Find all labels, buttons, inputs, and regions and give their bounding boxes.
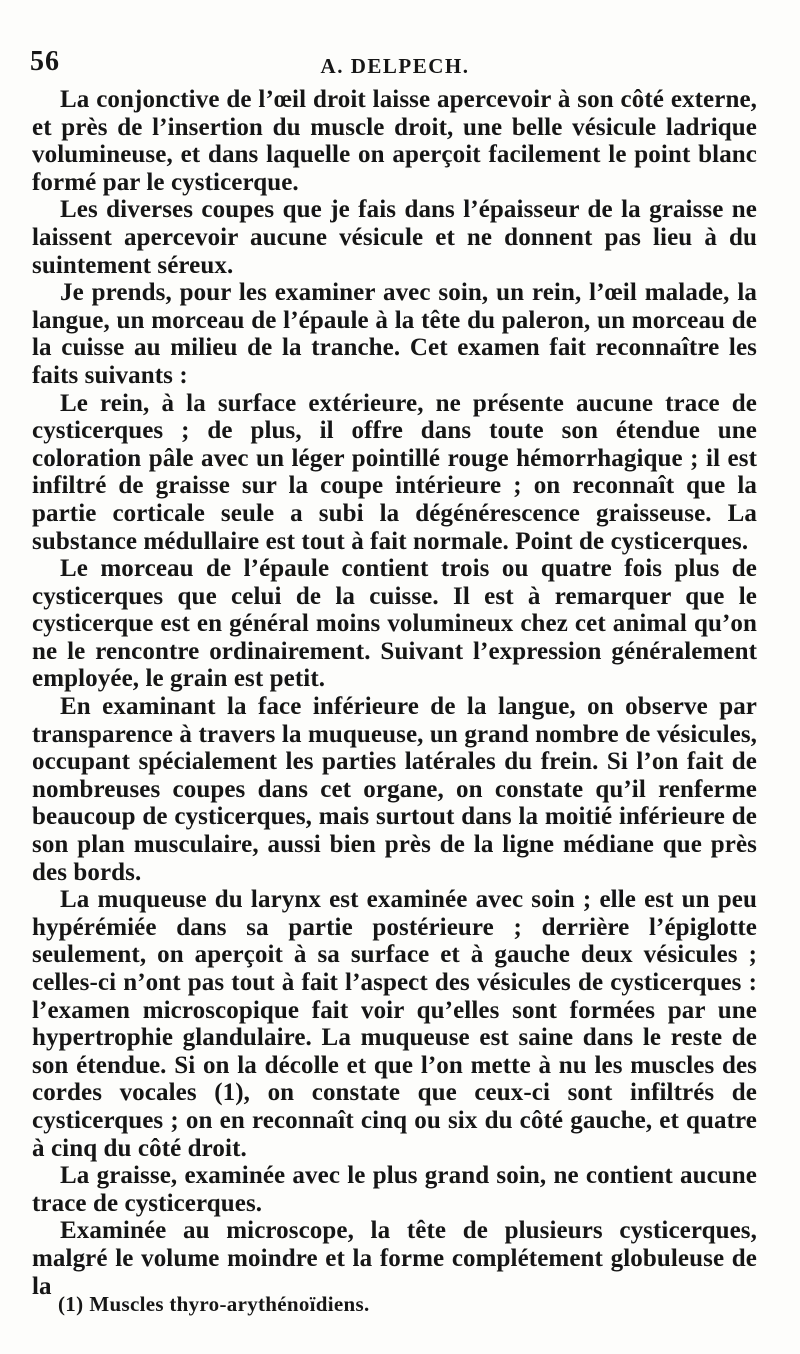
paragraph-conjonctive: La conjonctive de l’œil droit laisse apercevoir à son côté externe, et près de l’insertion du muscle droit, une belle vésicule ladrique volumineuse, et dans laquelle on aperçoit facilement le point blanc formé par le cysticerque. <box>32 86 757 196</box>
paragraph-epaule: Le morceau de l’épaule contient trois ou quatre fois plus de cysticerques que celui de la cuisse. Il est à remarquer que le cysticerque est en général moins volumineux chez cet animal qu’on ne le rencontre ordinairement. Suivant l’expression généralement employée, le grain est petit. <box>32 555 757 693</box>
footnote-text: Muscles thyro-arythénoïdiens. <box>89 1292 370 1316</box>
footnote-mark: (1) <box>58 1292 84 1316</box>
paragraph-rein: Le rein, à la surface extérieure, ne présente aucune trace de cysticerques ; de plus, il offre dans toute son étendue une coloration pâle avec un léger pointillé rouge hémorrhagique ; il est infiltré de graisse sur la coupe intérieure ; on reconnaît que la partie corticale seule a subi la dégénérescence graisseuse. La substance médullaire est tout à fait normale. Point de cysticerques. <box>32 389 757 555</box>
paragraph-microscope: Examinée au microscope, la tête de plusieurs cysticerques, malgré le volume moindre et la forme complétement globuleuse de la <box>32 1217 757 1300</box>
page-number: 56 <box>30 46 60 77</box>
paragraph-examen: Je prends, pour les examiner avec soin, un rein, l’œil malade, la langue, un morceau de l’épaule à la tête du paleron, un morceau de la cuisse au milieu de la tranche. Cet examen fait reconnaître les faits suivants : <box>32 279 757 389</box>
paragraph-langue: En examinant la face inférieure de la langue, on observe par transparence à travers la muqueuse, un grand nombre de vésicules, occupant spécialement les parties latérales du frein. Si l’on fait de nombreuses coupes dans cet organe, on constate qu’il renferme beaucoup de cysticerques, mais surtout dans la moitié inférieure de son plan musculaire, aussi bien près de la ligne médiane que près des bords. <box>32 693 757 886</box>
running-title: A. DELPECH. <box>320 54 470 78</box>
footnote <box>58 1292 370 1317</box>
paragraph-larynx: La muqueuse du larynx est examinée avec soin ; elle est un peu hypérémiée dans sa partie postérieure ; derrière l’épiglotte seulement, on aperçoit à sa surface et à gauche deux vésicules ; celles-ci n’ont pas tout à fait l’aspect des vésicules de cysticerques : l’examen microscopique fait voir qu’elles sont formées par une hypertrophie glandulaire. La muqueuse est saine dans le reste de son étendue. Si on la décolle et que l’on mette à nu les muscles des cordes vocales (1), on constate que ceux-ci sont infiltrés de cysticerques ; on en reconnaît cinq ou six du côté gauche, et quatre à cinq du côté droit. <box>32 886 757 1162</box>
paragraph-graisse: La graisse, examinée avec le plus grand soin, ne contient aucune trace de cysticerques. <box>32 1162 757 1217</box>
body-text <box>32 86 757 1300</box>
running-head <box>30 46 760 82</box>
paragraph-coupes-graisse: Les diverses coupes que je fais dans l’épaisseur de la graisse ne laissent apercevoir aucune vésicule et ne donnent pas lieu à du suintement séreux. <box>32 196 757 279</box>
